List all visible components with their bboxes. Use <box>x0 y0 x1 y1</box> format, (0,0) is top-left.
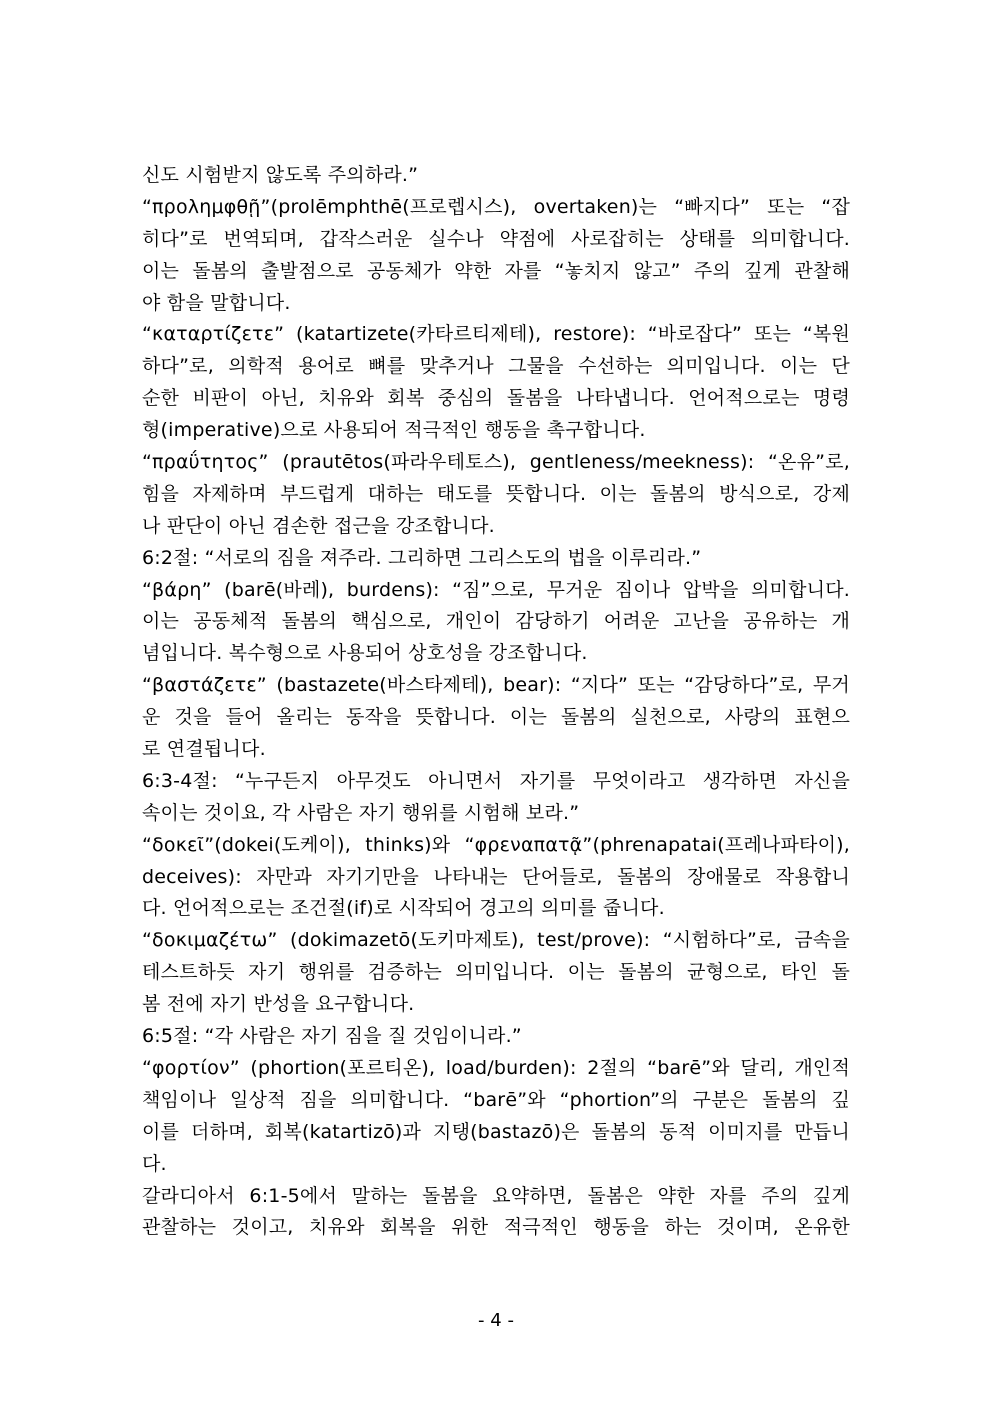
text-line: 책임이나 일상적 짐을 의미합니다. “barē”와 “phortion”의 구분은 돌봄의 깊 <box>142 1088 850 1111</box>
text-line: 6:5절: “각 사람은 자기 짐을 질 것임이니라.” <box>142 1025 522 1048</box>
text-line: “βάρη” (barē(바레), burdens): “짐”으로, 무거운 짐이나 압박을 의미합니다. <box>142 578 850 601</box>
text-line: “καταρτίζετε” (katartizete(카타르티제테), restore): “바로잡다” 또는 “복원 <box>142 323 850 346</box>
text-line: “πραΰτητος” (prautētos(파라우테토스), gentleness/meekness): “온유”로, <box>142 451 850 474</box>
text-line: “δοκιμαζέτω” (dokimazetō(도키마제토), test/prove): “시험하다”로, 금속을 <box>142 929 850 952</box>
text-line: 6:2절: “서로의 짐을 져주라. 그리하면 그리스도의 법을 이루리라.” <box>142 546 702 569</box>
text-line: 속이는 것이요, 각 사람은 자기 행위를 시험해 보라.” <box>142 801 580 824</box>
text-line: “φορτίον” (phortion(포르티온), load/burden): 2절의 “barē”와 달리, 개인적 <box>142 1056 850 1079</box>
text-line: 신도 시험받지 않도록 주의하라.” <box>142 164 419 186</box>
text-line: 로 연결됩니다. <box>142 738 266 761</box>
text-line: 이를 더하며, 회복(katartizō)과 지탱(bastazō)은 돌봄의 동적 이미지를 만듭니 <box>142 1120 850 1143</box>
text-line: “δοκεῖ”(dokei(도케이), thinks)와 “φρεναπατᾷ”(phrenapatai(프레나파타이), <box>142 833 850 856</box>
text-line: 6:3-4절: “누구든지 아무것도 아니면서 자기를 무엇이라고 생각하면 자신을 <box>142 769 850 792</box>
text-line: 테스트하듯 자기 행위를 검증하는 의미입니다. 이는 돌봄의 균형으로, 타인 돌 <box>142 961 850 984</box>
text-line: 하다”로, 의학적 용어로 뼈를 맞추거나 그물을 수선하는 의미입니다. 이는 단 <box>142 355 850 378</box>
text-line: 순한 비판이 아닌, 치유와 회복 중심의 돌봄을 나타냅니다. 언어적으로는 명령 <box>142 387 850 410</box>
page-number: - 4 - <box>478 1310 514 1331</box>
text-line: 관찰하는 것이고, 치유와 회복을 위한 적극적인 행동을 하는 것이며, 온유한 <box>142 1216 850 1239</box>
text-line: 힘을 자제하며 부드럽게 대하는 태도를 뜻합니다. 이는 돌봄의 방식으로, 강제 <box>142 482 850 505</box>
text-line: 야 함을 말합니다. <box>142 291 291 314</box>
text-line: 념입니다. 복수형으로 사용되어 상호성을 강조합니다. <box>142 642 588 665</box>
text-line: 이는 돌봄의 출발점으로 공동체가 약한 자를 “놓치지 않고” 주의 깊게 관찰해 <box>142 259 850 282</box>
document-body <box>142 160 850 1244</box>
text-line: 운 것을 들어 올리는 동작을 뜻합니다. 이는 돌봄의 실천으로, 사랑의 표현으 <box>142 706 850 729</box>
text-line: 이는 공동체적 돌봄의 핵심으로, 개인이 감당하기 어려운 고난을 공유하는 개 <box>142 610 850 633</box>
text-line: “προλημφθῇ”(prolēmphthē(프로렙시스), overtaken)는 “빠지다” 또는 “잡 <box>142 195 850 218</box>
text-line: 봄 전에 자기 반성을 요구합니다. <box>142 993 415 1016</box>
text-line: 나 판단이 아닌 겸손한 접근을 강조합니다. <box>142 514 495 537</box>
text-line: 히다”로 번역되며, 갑작스러운 실수나 약점에 사로잡히는 상태를 의미합니다. <box>142 227 850 250</box>
text-line: 다. <box>142 1152 167 1175</box>
text-line: “βαστάζετε” (bastazete(바스타제테), bear): “지다” 또는 “감당하다”로, 무거 <box>142 674 850 697</box>
text-line: 갈라디아서 6:1-5에서 말하는 돌봄을 요약하면, 돌봄은 약한 자를 주의 깊게 <box>142 1184 850 1207</box>
text-line: 형(imperative)으로 사용되어 적극적인 행동을 촉구합니다. <box>142 419 646 442</box>
text-line: 다. 언어적으로는 조건절(if)로 시작되어 경고의 의미를 줍니다. <box>142 897 665 920</box>
text-line: deceives): 자만과 자기기만을 나타내는 단어들로, 돌봄의 장애물로 작용합니 <box>142 865 850 888</box>
